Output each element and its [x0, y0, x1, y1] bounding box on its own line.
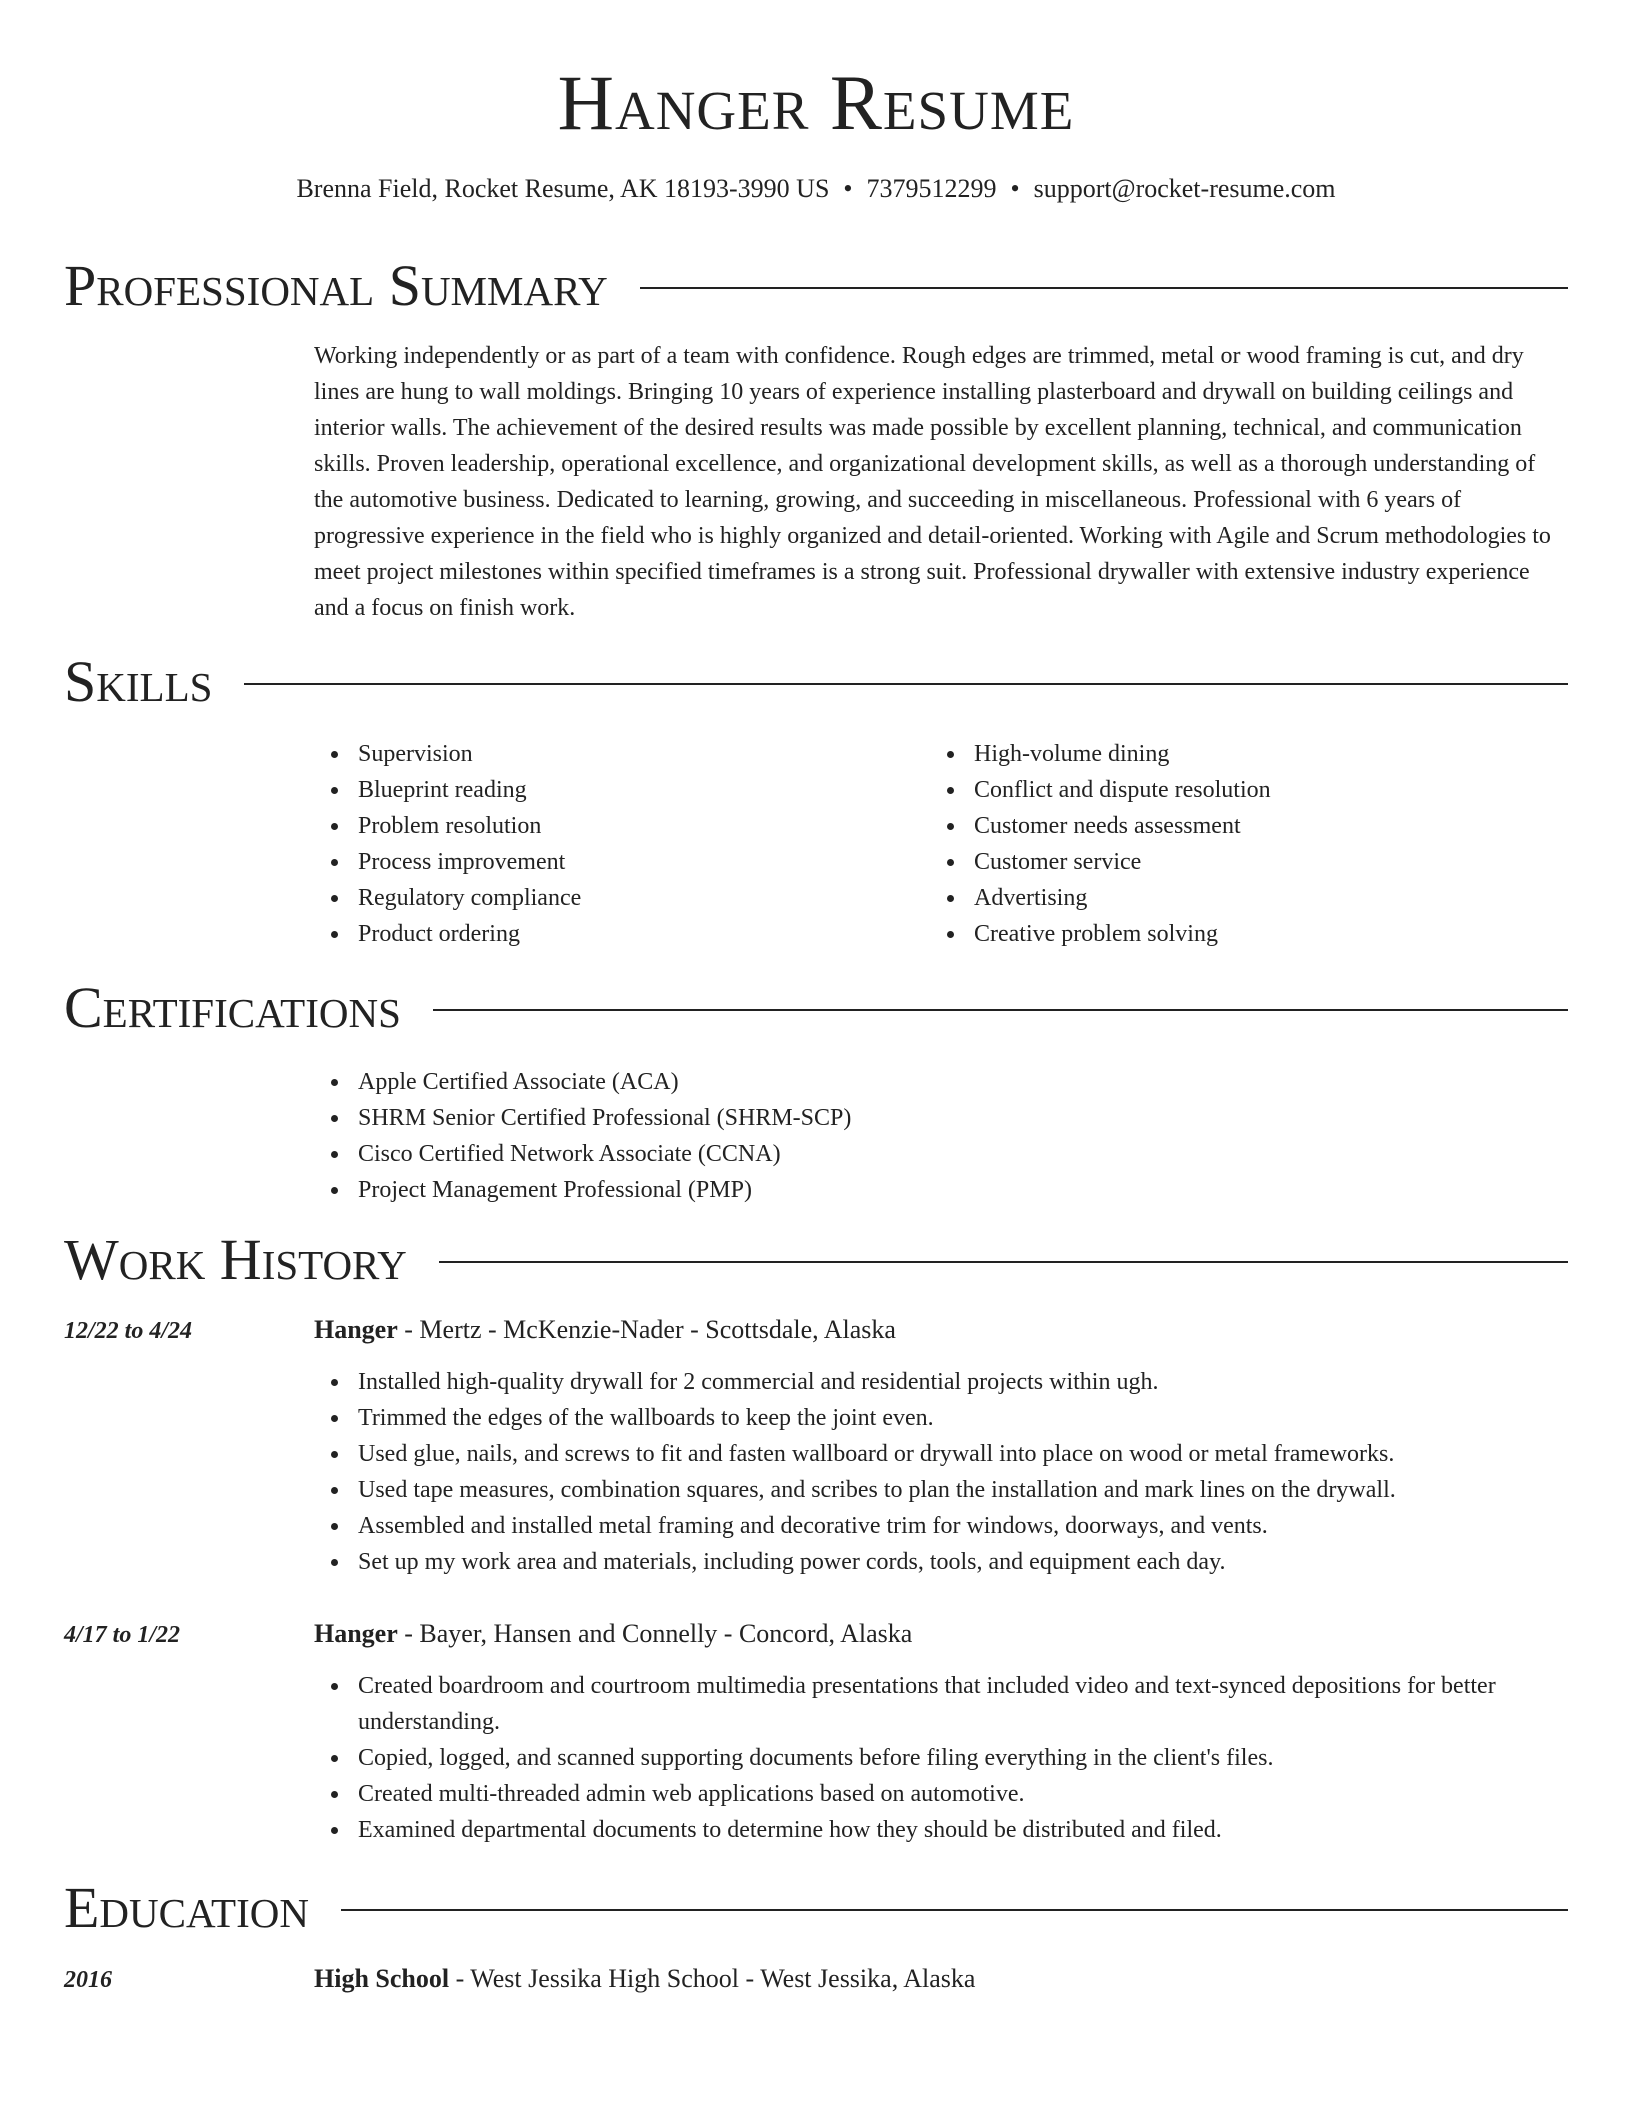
job-duty-item: Set up my work area and materials, including power cords, tools, and equipment each day.	[314, 1544, 1568, 1580]
contact-phone: 7379512299	[866, 174, 997, 203]
job-dates: 4/17 to 1/22	[64, 1622, 181, 1648]
section-header-summary	[64, 253, 1568, 318]
job-heading	[314, 1616, 912, 1652]
job-role: Hanger	[314, 1315, 398, 1344]
contact-line	[0, 172, 1632, 206]
resume-title: Hanger Resume	[557, 59, 1075, 146]
certification-item: Project Management Professional (PMP)	[314, 1172, 1564, 1208]
skill-item: Supervision	[314, 736, 914, 772]
job-duty-item: Used tape measures, combination squares, and scribes to plan the installation and mark lines on the drywall.	[314, 1472, 1568, 1508]
skill-item: Process improvement	[314, 844, 914, 880]
education-school: - West Jessika High School - West Jessika, Alaska	[449, 1964, 976, 1993]
skills-list-right	[930, 736, 1550, 952]
section-title-summary: Professional Summary	[64, 253, 608, 318]
job-duty-item: Created multi-threaded admin web applications based on automotive.	[314, 1776, 1568, 1812]
skill-item: Product ordering	[314, 916, 914, 952]
section-title-skills: Skills	[64, 649, 213, 714]
skill-item: High-volume dining	[930, 736, 1550, 772]
skill-item: Customer service	[930, 844, 1550, 880]
education-year: 2016	[64, 1967, 112, 1993]
skill-item: Customer needs assessment	[930, 808, 1550, 844]
job-dates: 12/22 to 4/24	[64, 1318, 193, 1344]
job-heading	[314, 1312, 896, 1348]
section-divider	[244, 683, 1568, 685]
certification-item: SHRM Senior Certified Professional (SHRM-SCP)	[314, 1100, 1564, 1136]
education-degree: High School	[314, 1964, 450, 1993]
section-header-skills	[64, 649, 1568, 714]
job-duty-item: Copied, logged, and scanned supporting documents before filing everything in the client's files.	[314, 1740, 1568, 1776]
contact-email: support@rocket-resume.com	[1033, 174, 1336, 203]
section-divider	[439, 1261, 1568, 1263]
job-employer: - Mertz - McKenzie-Nader - Scottsdale, Alaska	[397, 1315, 896, 1344]
skill-item: Conflict and dispute resolution	[930, 772, 1550, 808]
skills-list-left	[314, 736, 914, 952]
section-header-education	[64, 1875, 1568, 1940]
job-duty-item: Trimmed the edges of the wallboards to keep the joint even.	[314, 1400, 1568, 1436]
section-header-certifications	[64, 975, 1568, 1040]
section-divider	[341, 1909, 1568, 1911]
job-duty-item: Installed high-quality drywall for 2 commercial and residential projects within ugh.	[314, 1364, 1568, 1400]
skill-item: Regulatory compliance	[314, 880, 914, 916]
skill-item: Creative problem solving	[930, 916, 1550, 952]
job-duty-item: Assembled and installed metal framing and decorative trim for windows, doorways, and vents.	[314, 1508, 1568, 1544]
skill-item: Blueprint reading	[314, 772, 914, 808]
job-duties-list	[314, 1364, 1568, 1580]
job-employer: - Bayer, Hansen and Connelly - Concord, Alaska	[397, 1619, 913, 1648]
skill-item: Problem resolution	[314, 808, 914, 844]
certification-item: Cisco Certified Network Associate (CCNA)	[314, 1136, 1564, 1172]
section-title-certifications: Certifications	[64, 975, 401, 1040]
section-title-work-history: Work History	[64, 1227, 407, 1292]
section-divider	[640, 287, 1568, 289]
section-title-education: Education	[64, 1875, 309, 1940]
contact-address: Brenna Field, Rocket Resume, AK 18193-3990 US	[296, 174, 830, 203]
job-role: Hanger	[314, 1619, 398, 1648]
section-header-work-history	[64, 1227, 1568, 1292]
certification-item: Apple Certified Associate (ACA)	[314, 1064, 1564, 1100]
skill-item: Advertising	[930, 880, 1550, 916]
contact-separator: •	[1010, 174, 1020, 203]
job-duty-item: Used glue, nails, and screws to fit and fasten wallboard or drywall into place on wood or metal frameworks.	[314, 1436, 1568, 1472]
section-divider	[433, 1009, 1568, 1011]
job-duty-item: Created boardroom and courtroom multimedia presentations that included video and text-synced depositions for better understanding.	[314, 1668, 1568, 1740]
summary-text: Working independently or as part of a team with confidence. Rough edges are trimmed, metal or wood framing is cut, and dry lines are hung to wall moldings. Bringing 10 years of experience installing plasterboard and drywall on building ceilings and interior walls. The achievement of the desired results was made possible by excellent planning, technical, and communication skills. Proven leadership, operational excellence, and organizational development skills, as well as a thorough understanding of the automotive business. Dedicated to learning, growing, and succeeding in miscellaneous. Professional with 6 years of progressive experience in the field who is highly organized and detail-oriented. Working with Agile and Scrum methodologies to meet project milestones within specified timeframes is a strong suit. Professional drywaller with extensive industry experience and a focus on finish work.	[314, 343, 1551, 621]
certifications-list	[314, 1064, 1564, 1208]
job-duty-item: Examined departmental documents to determine how they should be distributed and filed.	[314, 1812, 1568, 1848]
education-heading	[314, 1961, 975, 1997]
contact-separator: •	[843, 174, 853, 203]
job-duties-list	[314, 1668, 1568, 1848]
